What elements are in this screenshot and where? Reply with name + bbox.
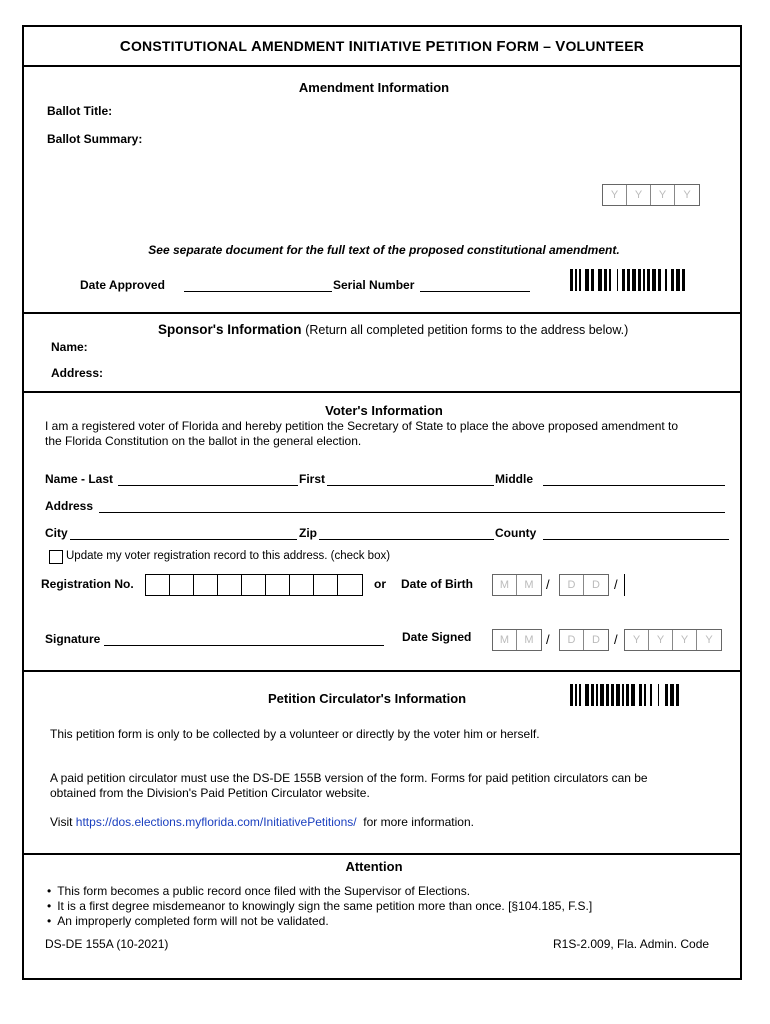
sponsor-name-label: Name: [51,340,88,354]
form-title-section [24,27,740,67]
year-box[interactable]: Y [683,189,691,201]
date-separator: / [546,632,550,647]
registration-digit-box[interactable] [170,575,194,595]
dob-year-start-marker [624,574,625,596]
form-title: CONSTITUTIONAL AMENDMENT INITIATIVE PETITION FORM – VOLUNTEER [119,38,645,55]
year-box[interactable]: Y [651,185,675,205]
day-box[interactable]: D [592,579,600,591]
zip-label: Zip [299,526,317,540]
date-separator: / [546,577,550,592]
circulator-section [24,672,740,855]
initiative-petitions-link[interactable]: https://dos.elections.myflorida.com/InitiativePetitions/ [75,815,357,829]
name-last-label: Name - Last [45,472,114,486]
attention-item: • An improperly completed form will not be validated. [47,914,592,929]
attention-item: • This form becomes a public record once filed with the Supervisor of Elections. [47,884,592,899]
sponsor-section [24,314,740,393]
signed-month-boxes[interactable] [492,629,542,651]
month-box[interactable]: M [493,575,517,595]
first-name-label: First [299,472,326,486]
form-number: DS-DE 155A (10-2021) [45,937,169,951]
update-registration-label: Update my voter registration record to this address. (check box) [66,550,391,562]
year-box[interactable]: Y [603,185,627,205]
ballot-title-label: Ballot Title: [47,104,113,118]
county-field[interactable] [543,539,729,540]
registration-digit-box[interactable] [290,575,314,595]
zip-field[interactable] [319,539,494,540]
voter-intro-line1: I am a registered voter of Florida and hereby petition the Secretary of State to place the above proposed amendment to [45,419,679,433]
serial-number-field[interactable] [420,291,530,292]
attention-item: • It is a first degree misdemeanor to knowingly sign the same petition more than once. [§104.185, F.S.] [47,899,592,914]
signed-year-boxes[interactable] [624,629,722,651]
petition-form [22,25,742,980]
date-separator: / [614,632,618,647]
month-box[interactable]: M [524,634,534,646]
circulator-heading: Petition Circulator's Information [268,691,467,706]
signed-day-boxes[interactable] [559,629,609,651]
dob-month-boxes[interactable] [492,574,542,596]
day-box[interactable]: D [592,634,600,646]
attention-list [47,884,592,929]
sponsor-heading-note: (Return all completed petition forms to the address below.) [305,323,629,337]
visit-line [50,815,474,829]
registration-digit-box[interactable] [242,575,266,595]
registration-number-label: Registration No. [41,577,134,591]
registration-digit-box[interactable] [266,575,290,595]
voter-heading: Voter's Information [325,403,443,418]
name-last-field[interactable] [118,485,298,486]
dob-day-boxes[interactable] [559,574,609,596]
registration-digit-box[interactable] [218,575,242,595]
registration-digit-box[interactable] [194,575,218,595]
registration-digit-box[interactable] [314,575,338,595]
date-of-birth-label: Date of Birth [401,577,473,591]
city-label: City [45,526,68,540]
amendment-year-boxes[interactable] [602,184,700,206]
sponsor-address-label: Address: [51,366,104,380]
circulator-para2-line2: obtained from the Division's Paid Petition Circulator website. [50,786,370,800]
date-signed-label: Date Signed [402,630,472,644]
registration-number-boxes[interactable] [145,574,363,596]
year-box[interactable]: Y [649,630,673,650]
signature-label: Signature [45,632,101,646]
year-box[interactable]: Y [673,630,697,650]
attention-section [24,855,740,978]
date-approved-label: Date Approved [80,278,165,292]
circulator-barcode [570,684,681,706]
day-box[interactable]: D [560,575,584,595]
sponsor-heading-line [158,322,628,337]
date-separator: / [614,577,618,592]
day-box[interactable]: D [560,630,584,650]
sponsor-heading: Sponsor's Information [158,322,302,337]
attention-heading: Attention [345,859,403,874]
voter-section [24,393,740,672]
amendment-section [24,67,740,314]
amendment-barcode [570,269,687,291]
year-box[interactable]: Y [705,634,713,646]
middle-name-field[interactable] [543,485,725,486]
visit-prefix: Visit [50,815,73,829]
admin-code-ref: R1S-2.009, Fla. Admin. Code [553,937,710,951]
update-registration-checkbox[interactable] [49,550,63,564]
ballot-summary-label: Ballot Summary: [47,132,143,146]
visit-suffix: for more information. [363,815,474,829]
registration-digit-box[interactable] [146,575,170,595]
circulator-para2-line1: A paid petition circulator must use the DS-DE 155B version of the form. Forms for paid petition circulators can be [50,771,648,785]
county-label: County [495,526,537,540]
serial-number-label: Serial Number [333,278,415,292]
circulator-para1: This petition form is only to be collected by a volunteer or directly by the voter him or herself. [50,727,540,741]
voter-intro-line2: the Florida Constitution on the ballot in the general election. [45,434,362,448]
year-box[interactable]: Y [625,630,649,650]
year-box[interactable]: Y [627,185,651,205]
or-label: or [374,577,386,591]
amendment-heading: Amendment Information [298,80,450,95]
voter-address-label: Address [45,499,94,513]
voter-address-field[interactable] [99,512,725,513]
month-box[interactable]: M [493,630,517,650]
full-text-note: See separate document for the full text of the proposed constitutional amendment. [148,243,620,257]
date-approved-field[interactable] [184,291,332,292]
middle-name-label: Middle [495,472,533,486]
city-field[interactable] [70,539,297,540]
first-name-field[interactable] [327,485,494,486]
registration-digit-box[interactable] [338,575,362,595]
signature-field[interactable] [104,645,384,646]
month-box[interactable]: M [524,579,534,591]
